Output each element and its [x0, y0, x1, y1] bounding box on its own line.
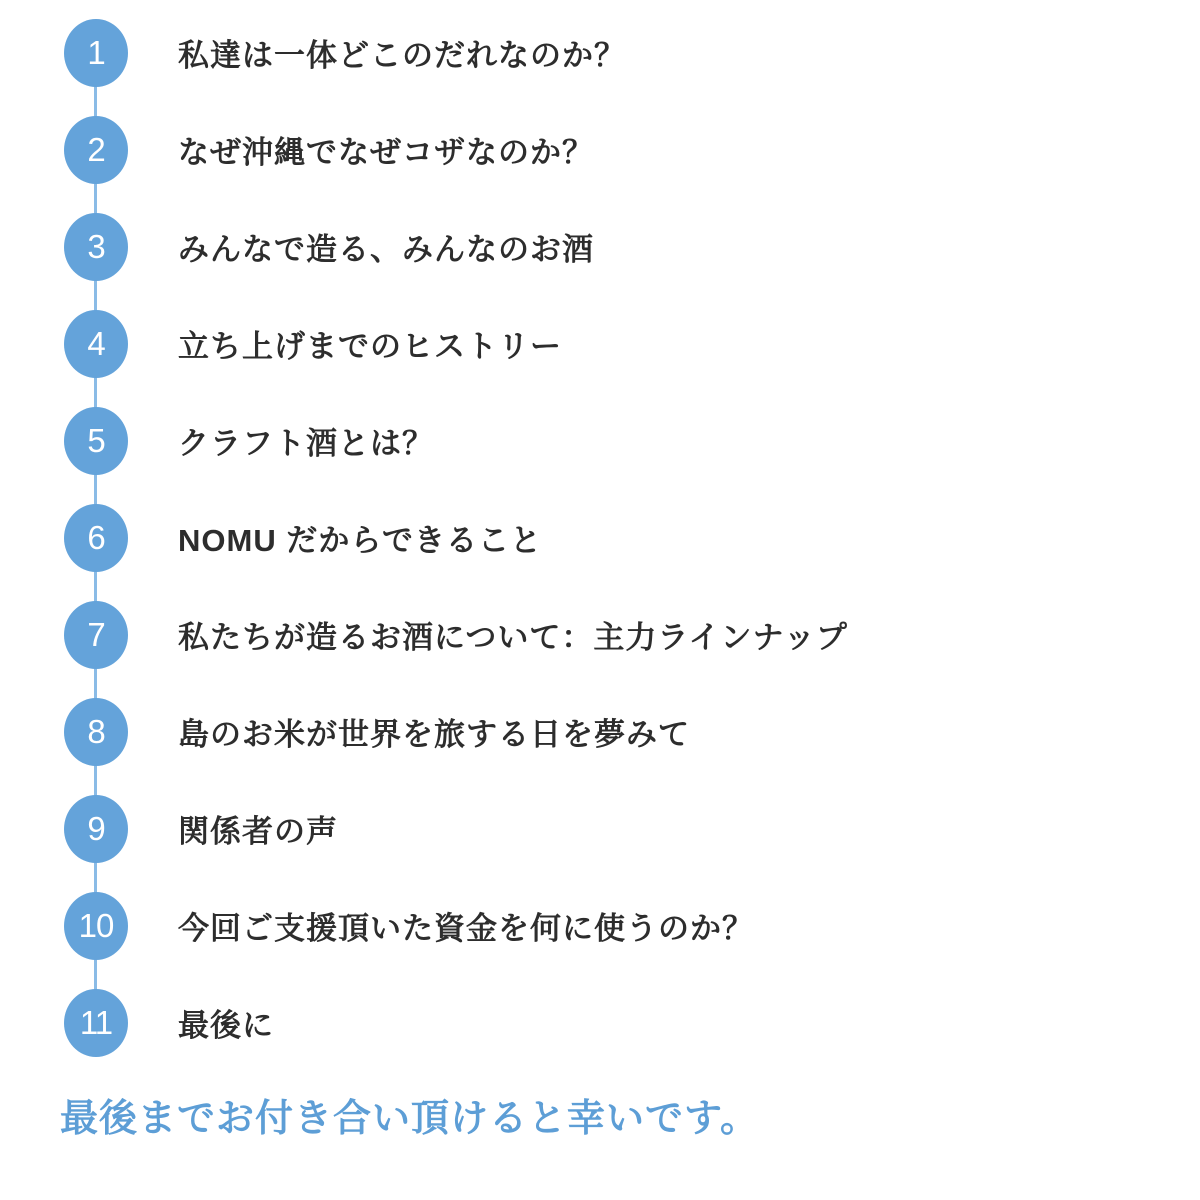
item-number-badge: 5 [64, 407, 128, 475]
item-label: 私達は一体どこのだれなのか？ [178, 38, 626, 73]
toc-item [0, 586, 1200, 683]
item-number-badge: 7 [64, 601, 128, 669]
toc-item [0, 392, 1200, 489]
item-label: 島のお米が世界を旅する日を夢みて [178, 717, 690, 752]
toc-item [0, 489, 1200, 586]
item-label: 今回ご支援頂いた資金を何に使うのか？ [178, 911, 754, 946]
toc-item [0, 780, 1200, 877]
toc-item [0, 683, 1200, 780]
item-label: 最後に [178, 1008, 274, 1043]
toc-item [0, 974, 1200, 1071]
item-number-badge: 1 [64, 19, 128, 87]
toc-footer-note: 最後までお付き合い頂けると幸いです。 [60, 1098, 759, 1140]
item-number-badge: 10 [64, 892, 128, 960]
item-label: なぜ沖縄でなぜコザなのか？ [178, 135, 594, 170]
item-number-badge: 4 [64, 310, 128, 378]
item-number-badge: 6 [64, 504, 128, 572]
toc-item [0, 101, 1200, 198]
toc-item [0, 877, 1200, 974]
item-label: NOMU だからできること [178, 523, 543, 558]
item-number-badge: 9 [64, 795, 128, 863]
item-label: みんなで造る、みんなのお酒 [178, 232, 594, 267]
toc-item [0, 4, 1200, 101]
toc-item [0, 198, 1200, 295]
item-number-badge: 8 [64, 698, 128, 766]
item-label: クラフト酒とは？ [178, 426, 434, 461]
item-number-badge: 11 [64, 989, 128, 1057]
item-label: 立ち上げまでのヒストリー [178, 329, 562, 364]
item-number-badge: 3 [64, 213, 128, 281]
toc-item [0, 295, 1200, 392]
item-number-badge: 2 [64, 116, 128, 184]
item-label: 関係者の声 [178, 814, 338, 849]
item-label: 私たちが造るお酒について：主力ラインナップ [178, 620, 848, 655]
